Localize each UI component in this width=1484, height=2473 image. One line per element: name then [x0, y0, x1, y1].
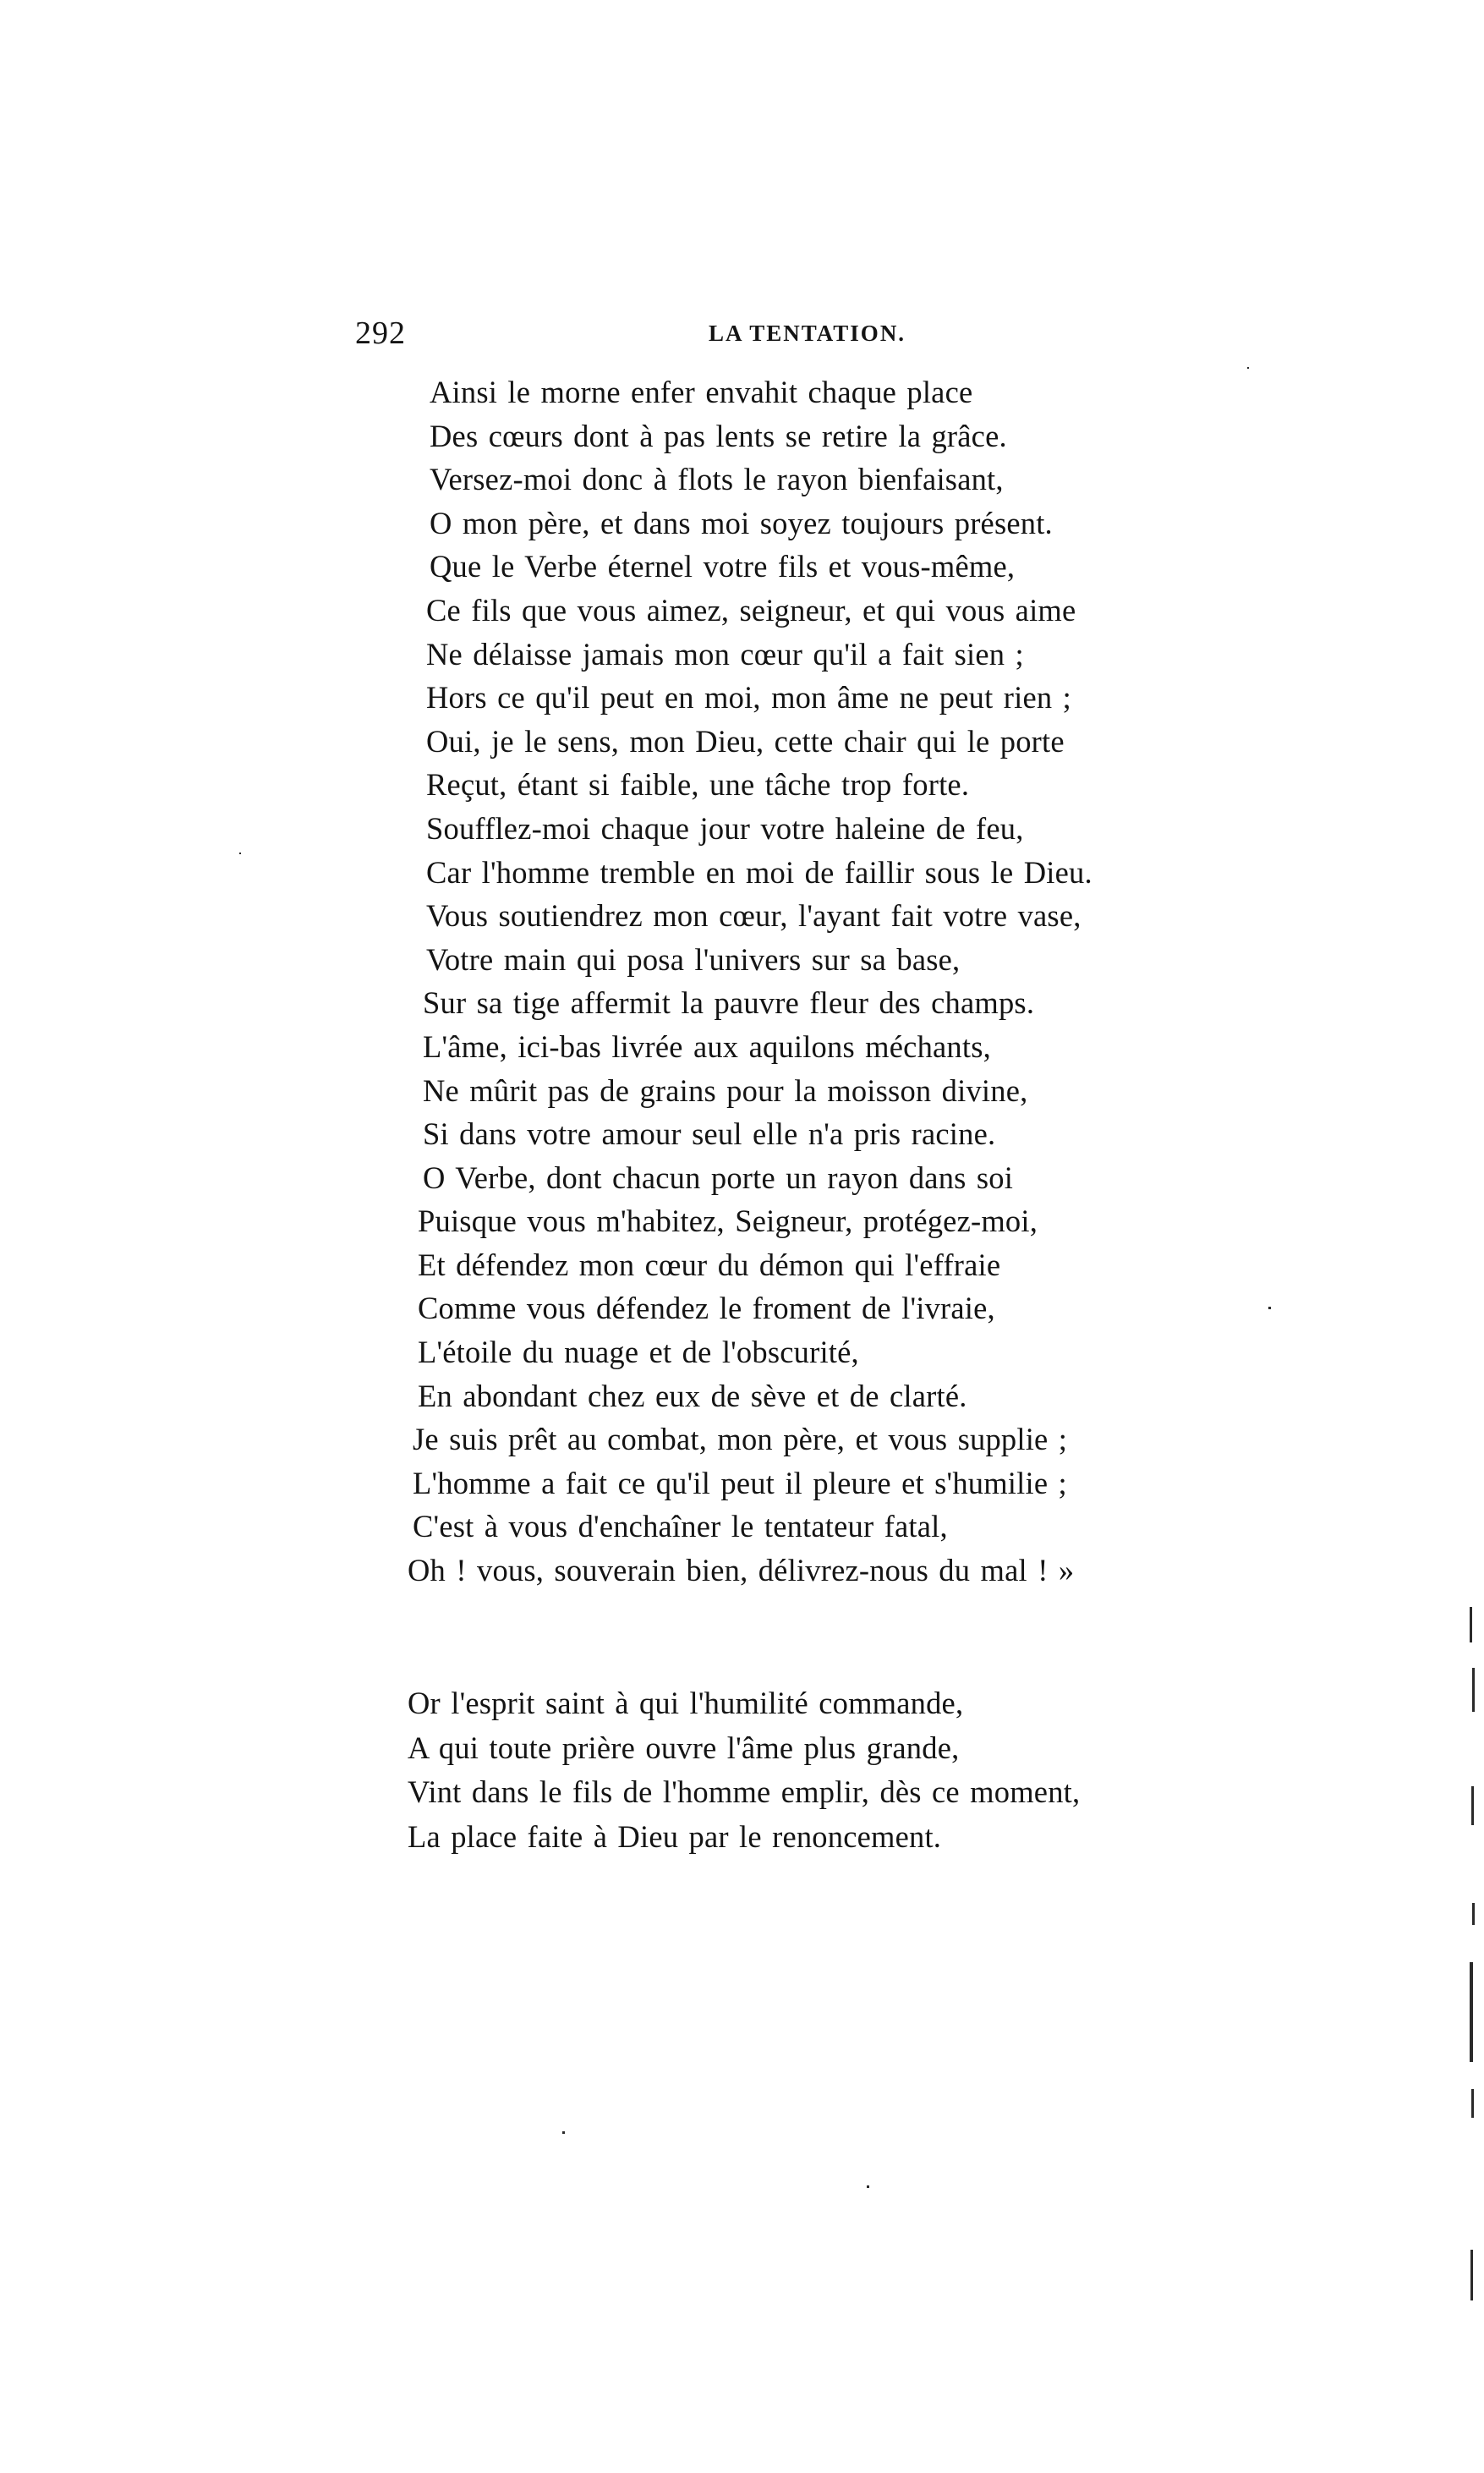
- verse-line: L'âme, ici-bas livrée aux aquilons méchants,: [423, 1028, 991, 1064]
- verse-line: La place faite à Dieu par le renoncement.: [408, 1818, 942, 1854]
- verse-line: Or l'esprit saint à qui l'humilité commande,: [408, 1686, 964, 1720]
- scan-artifact-mark: [1471, 1786, 1474, 1825]
- poem-stanza-1: [404, 370, 1216, 1593]
- scan-artifact-mark: [1470, 1607, 1472, 1642]
- verse-line: Ainsi le morne enfer envahit chaque place: [430, 375, 973, 409]
- verse-line: L'homme a fait ce qu'il peut il pleure et s'humilie ;: [413, 1465, 1067, 1500]
- verse-line: Oui, je le sens, mon Dieu, cette chair qui le porte: [426, 723, 1065, 759]
- verse-line: Oh ! vous, souverain bien, délivrez-nous du mal ! »: [408, 1553, 1075, 1588]
- verse-line: Je suis prêt au combat, mon père, et vous supplie ;: [413, 1422, 1068, 1457]
- verse-line: Car l'homme tremble en moi de faillir sous le Dieu.: [426, 854, 1092, 890]
- page-header: [355, 311, 964, 355]
- scan-artifact-mark: [1472, 1668, 1475, 1712]
- verse-line: Si dans votre amour seul elle n'a pris racine.: [423, 1116, 996, 1152]
- scan-artifact-dot: [867, 2185, 869, 2188]
- page-number: 292: [355, 315, 406, 351]
- poem-stanza-2: [404, 1681, 1216, 1859]
- verse-line: Et défendez mon cœur du démon qui l'effraie: [418, 1247, 1001, 1282]
- verse-line: A qui toute prière ouvre l'âme plus grande,: [408, 1730, 960, 1765]
- verse-line: Versez-moi donc à flots le rayon bienfaisant,: [430, 462, 1004, 497]
- verse-line: Hors ce qu'il peut en moi, mon âme ne peut rien ;: [426, 680, 1071, 716]
- verse-line: Comme vous défendez le froment de l'ivraie,: [418, 1291, 995, 1326]
- scan-artifact-mark: [1472, 1903, 1475, 1925]
- scan-artifact-mark: [1470, 2250, 1473, 2300]
- scan-artifact-dot: [239, 853, 241, 854]
- scan-artifact-dot: [1247, 367, 1249, 369]
- verse-line: Soufflez-moi chaque jour votre haleine de feu,: [426, 810, 1024, 846]
- verse-line: En abondant chez eux de sève et de clarté.: [418, 1378, 967, 1413]
- verse-line: Que le Verbe éternel votre fils et vous-même,: [430, 549, 1016, 584]
- verse-line: Sur sa tige affermit la pauvre fleur des champs.: [423, 985, 1035, 1021]
- scan-artifact-mark: [1470, 1962, 1473, 2062]
- verse-line: L'étoile du nuage et de l'obscurité,: [418, 1335, 859, 1370]
- verse-line: Votre main qui posa l'univers sur sa base,: [426, 941, 961, 977]
- verse-line: Ne délaisse jamais mon cœur qu'il a fait sien ;: [426, 636, 1024, 672]
- scan-artifact-mark: [1471, 2089, 1474, 2118]
- scan-artifact-dot: [562, 2131, 565, 2134]
- running-title: LA TENTATION.: [709, 321, 906, 346]
- scan-artifact-dot: [1268, 1307, 1271, 1309]
- verse-line: O mon père, et dans moi soyez toujours présent.: [430, 505, 1053, 540]
- verse-line: Puisque vous m'habitez, Seigneur, protégez-moi,: [418, 1204, 1038, 1239]
- verse-line: Reçut, étant si faible, une tâche trop forte.: [426, 767, 970, 803]
- verse-line: Des cœurs dont à pas lents se retire la grâce.: [430, 418, 1007, 453]
- verse-line: Ce fils que vous aimez, seigneur, et qui vous aime: [426, 592, 1076, 628]
- verse-line: O Verbe, dont chacun porte un rayon dans soi: [423, 1160, 1014, 1195]
- verse-line: Vous soutiendrez mon cœur, l'ayant fait votre vase,: [426, 898, 1082, 934]
- verse-line: C'est à vous d'enchaîner le tentateur fatal,: [413, 1509, 948, 1544]
- verse-line: Ne mûrit pas de grains pour la moisson divine,: [423, 1072, 1028, 1108]
- verse-line: Vint dans le fils de l'homme emplir, dès ce moment,: [408, 1774, 1081, 1809]
